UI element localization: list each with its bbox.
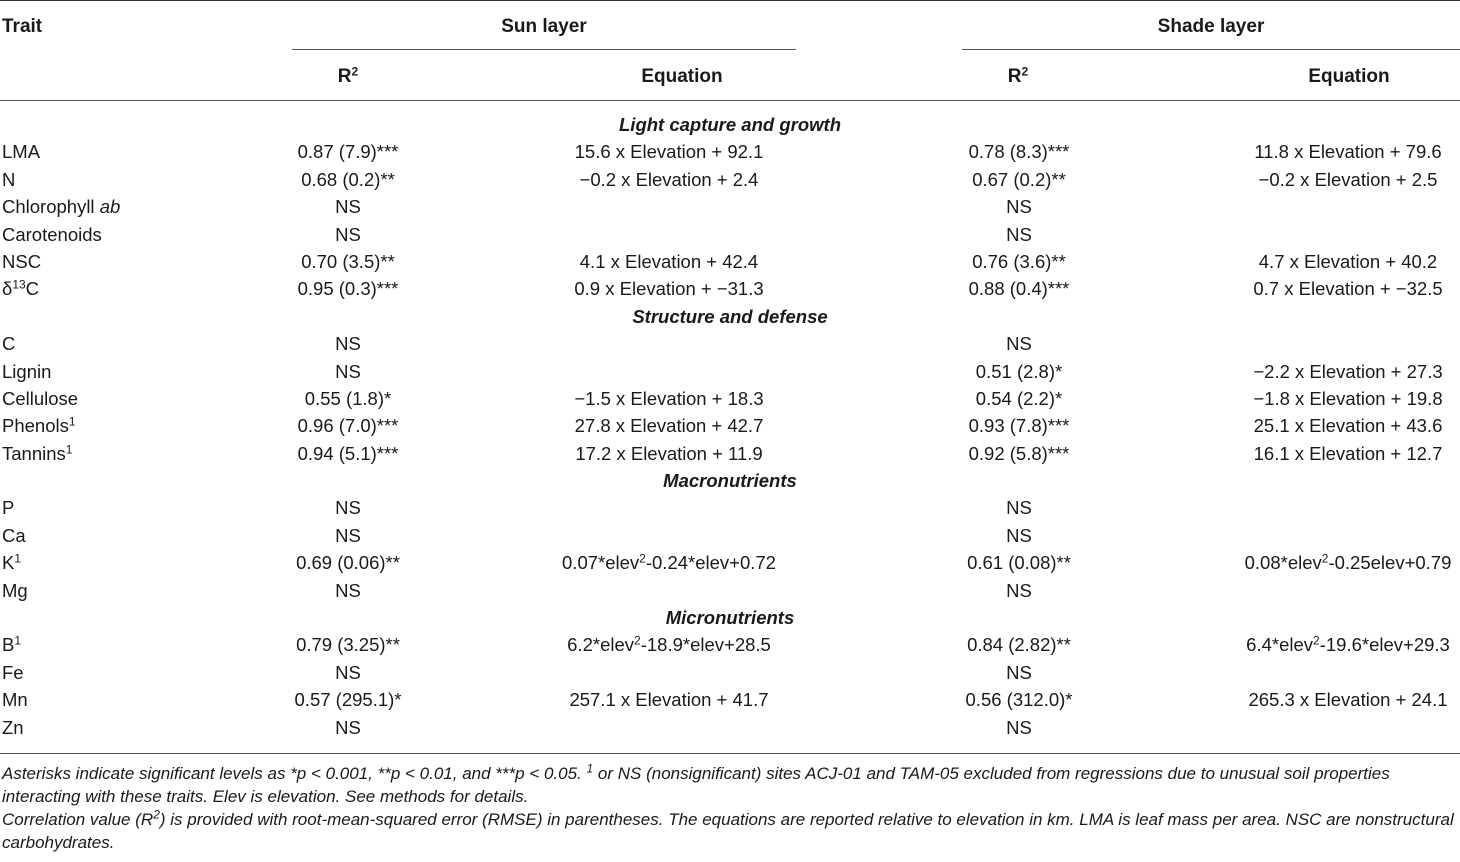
table-row [0, 549, 1460, 576]
shade-equation-text: 11.8 x Elevation + 79.6 [1254, 141, 1442, 163]
shade-equation-cell [1259, 169, 1438, 191]
table-row [0, 248, 1460, 275]
sun-equation-text: 27.8 x Elevation + 42.7 [574, 415, 764, 437]
sun-equation-rest: -0.24*elev+0.72 [645, 552, 776, 574]
table-row [0, 330, 1460, 357]
shade-equation-rest: -0.25elev+0.79 [1328, 552, 1452, 574]
shade-equation-cell [1245, 552, 1452, 574]
trait-cell [2, 141, 40, 163]
trait-cell [2, 717, 24, 739]
trait-cell [2, 361, 51, 383]
section-heading: Macronutrients [663, 470, 797, 492]
trait-name: LMA [2, 141, 41, 163]
trait-cell [2, 251, 41, 273]
shade-r2-cell: 0.84 (2.82)** [967, 634, 1071, 656]
trait-cell [2, 634, 21, 656]
trait-name: Ca [2, 524, 26, 546]
sun-r2-cell: 0.96 (7.0)*** [297, 415, 399, 437]
trait-cell [2, 333, 15, 355]
trait-cell [2, 580, 28, 602]
sun-equation-cell [575, 415, 764, 437]
trait-superscript: 1 [65, 442, 73, 457]
shade-r2-cell: 0.93 (7.8)*** [968, 415, 1070, 437]
sun-equation-cell [562, 552, 776, 574]
trait-name: K [2, 552, 15, 574]
section-heading-row [0, 111, 1460, 138]
shade-r2-cell: 0.67 (0.2)** [972, 168, 1066, 190]
shade-equation-text: 25.1 x Elevation + 43.6 [1253, 415, 1443, 437]
sun-equation-text: −0.2 x Elevation + 2.4 [579, 168, 759, 190]
shade-equation-cell [1253, 361, 1442, 383]
sun-r2-cell: 0.70 (3.5)** [301, 250, 395, 272]
trait-superscript: 13 [12, 277, 26, 292]
sun-equation-text: 4.1 x Elevation + 42.4 [579, 250, 759, 272]
header-shade-layer: Shade layer [1157, 16, 1265, 37]
sun-equation-cell [575, 443, 762, 465]
trait-name: Carotenoids [2, 223, 102, 245]
sun-layer-rule [292, 49, 796, 50]
shade-r2-cell: NS [1006, 716, 1032, 738]
section-heading: Micronutrients [665, 607, 795, 629]
table-row [0, 221, 1460, 248]
sun-r2-cell: NS [335, 196, 361, 218]
shade-equation-cell [1253, 278, 1442, 300]
table-body [0, 111, 1460, 741]
shade-r2-cell: NS [1006, 196, 1032, 218]
trait-cell [2, 662, 24, 684]
shade-r2-cell: 0.54 (2.2)* [975, 387, 1063, 409]
footnote-correlation: Correlation value $(R^2)$ is provided with root-mean-squared error (RMSE) in parentheses. The equations are reported relative to elevation in km. LMA is leaf mass per area. NSC are nonstructural carbohydrates. [2, 807, 1454, 852]
shade-equation-text: 265.3 x Elevation + 24.1 [1248, 689, 1448, 711]
sun-r2-cell: NS [335, 223, 361, 245]
table-top-rule [0, 0, 1460, 1]
trait-name: Phenols [2, 415, 69, 437]
footnote-significance: Asterisks indicate significant levels as *p < 0.001, **p < 0.01, and ***p < 0.05. $^1$ or NS (nonsignificant) sites ACJ-01 and TAM-05 excluded from regressions due to unusual soil properties interacting with these traits. Elev is elevation. See methods for details. [2, 761, 1390, 806]
trait-cell [2, 443, 72, 465]
trait-name-suffix: C [25, 278, 40, 300]
trait-name: δ [2, 278, 13, 300]
sun-r2-cell: 0.87 (7.9)*** [297, 141, 399, 163]
shade-equation-text: 0.7 x Elevation + −32.5 [1253, 278, 1443, 300]
sun-r2-cell: NS [335, 579, 361, 601]
shade-r2-cell: 0.61 (0.08)** [967, 552, 1071, 574]
shade-r2-cell: 0.51 (2.8)* [975, 360, 1063, 382]
section-heading: Structure and defense [632, 305, 828, 327]
trait-name: Chlorophyll [2, 196, 100, 218]
table-row [0, 686, 1460, 713]
sun-r2-cell: NS [335, 524, 361, 546]
trait-cell [2, 525, 26, 547]
table-row [0, 275, 1460, 302]
table-row [0, 440, 1460, 467]
trait-name: B [2, 634, 15, 656]
sun-r2-cell: NS [335, 661, 361, 683]
trait-cell [2, 388, 78, 410]
sun-r2-cell: 0.55 (1.8)* [304, 387, 392, 409]
trait-cell [2, 497, 14, 519]
sun-equation-text: 0.9 x Elevation + −31.3 [574, 278, 764, 300]
trait-name: Cellulose [2, 387, 79, 409]
sun-r2-cell: NS [335, 360, 361, 382]
shade-equation-exponent: 2 [1321, 551, 1329, 566]
trait-name: Tannins [2, 442, 66, 464]
sun-equation-text: 257.1 x Elevation + 41.7 [569, 689, 769, 711]
sun-equation-cell [580, 251, 758, 273]
sun-r2-cell: NS [335, 497, 361, 519]
table-bottom-rule [0, 753, 1460, 754]
shade-layer-rule [962, 49, 1460, 50]
sun-equation-text: 15.6 x Elevation + 92.1 [574, 141, 764, 163]
shade-r2-cell: 0.88 (0.4)*** [968, 278, 1070, 300]
sun-r2-cell: 0.95 (0.3)*** [297, 278, 399, 300]
trait-cell [2, 224, 102, 246]
shade-equation-text: 6.4*elev [1246, 634, 1314, 656]
sun-equation-cell [567, 634, 771, 656]
table-row [0, 522, 1460, 549]
trait-name: Mg [2, 579, 28, 601]
trait-cell [2, 196, 120, 218]
shade-equation-cell [1254, 443, 1443, 465]
header-shade-r2: $R^2$ [1007, 64, 1029, 87]
shade-equation-text: −2.2 x Elevation + 27.3 [1253, 360, 1443, 382]
table-row [0, 714, 1460, 741]
shade-equation-exponent: 2 [1313, 633, 1320, 648]
trait-name: Lignin [2, 360, 52, 382]
section-heading-row [0, 303, 1460, 330]
table-row [0, 577, 1460, 604]
shade-r2-cell: 0.76 (3.6)** [972, 250, 1066, 272]
shade-r2-cell: NS [1006, 661, 1032, 683]
sun-r2-cell: 0.94 (5.1)*** [297, 442, 399, 464]
sun-equation-exponent: 2 [634, 633, 641, 648]
sun-equation-cell [575, 141, 764, 163]
table-row [0, 358, 1460, 385]
shade-equation-text: 16.1 x Elevation + 12.7 [1253, 442, 1443, 464]
sun-equation-text: 17.2 x Elevation + 11.9 [575, 442, 763, 464]
shade-equation-cell [1254, 415, 1443, 437]
table-row [0, 494, 1460, 521]
shade-equation-cell [1248, 689, 1447, 711]
sun-equation-exponent: 2 [639, 551, 646, 566]
trait-cell [2, 689, 28, 711]
sun-equation-text: 0.07*elev [562, 552, 640, 574]
table-row [0, 138, 1460, 165]
table-footnotes [2, 762, 1458, 854]
sun-r2-cell: NS [335, 333, 361, 355]
table-row [0, 166, 1460, 193]
section-heading-row [0, 604, 1460, 631]
shade-equation-text: −1.8 x Elevation + 19.8 [1253, 387, 1443, 409]
table-row [0, 193, 1460, 220]
shade-equation-rest: -19.6*elev+29.3 [1319, 634, 1450, 656]
shade-equation-text: 4.7 x Elevation + 40.2 [1258, 250, 1438, 272]
sun-equation-text: 6.2*elev [567, 634, 635, 656]
trait-name: Fe [2, 661, 24, 683]
sun-equation-cell [569, 689, 768, 711]
shade-r2-cell: NS [1006, 579, 1032, 601]
trait-superscript: 1 [68, 414, 76, 429]
trait-superscript: 1 [14, 633, 22, 648]
sun-r2-cell: 0.69 (0.06)** [296, 552, 400, 574]
sun-equation-text: −1.5 x Elevation + 18.3 [574, 387, 764, 409]
header-sun-equation: Equation [641, 66, 723, 87]
shade-r2-cell: 0.92 (5.8)*** [968, 442, 1070, 464]
trait-name: NSC [2, 250, 42, 272]
trait-name: P [2, 497, 15, 519]
shade-equation-cell [1259, 251, 1437, 273]
trait-name: C [2, 333, 16, 355]
trait-name-italic: ab [99, 196, 121, 218]
sun-r2-cell: NS [335, 716, 361, 738]
trait-cell [2, 552, 21, 574]
table-row [0, 631, 1460, 658]
header-sun-r2: $R^2$ [337, 64, 359, 87]
table-row [0, 385, 1460, 412]
shade-r2-cell: 0.56 (312.0)* [965, 689, 1073, 711]
shade-equation-cell [1246, 634, 1450, 656]
shade-equation-text: 0.08*elev [1244, 552, 1322, 574]
sun-r2-cell: 0.57 (295.1)* [294, 689, 402, 711]
sun-r2-cell: 0.68 (0.2)** [301, 168, 395, 190]
section-heading-row [0, 467, 1460, 494]
table-row [0, 659, 1460, 686]
sun-r2-cell: 0.79 (3.25)** [296, 634, 400, 656]
trait-cell [2, 415, 76, 437]
trait-name: Zn [2, 716, 24, 738]
sun-equation-cell [574, 388, 763, 410]
trait-name: N [2, 168, 16, 190]
header-shade-equation: Equation [1308, 66, 1390, 87]
sun-equation-cell [580, 169, 759, 191]
shade-equation-cell [1254, 141, 1441, 163]
section-heading: Light capture and growth [619, 114, 841, 135]
trait-superscript: 1 [14, 551, 22, 566]
trait-cell [2, 169, 15, 191]
shade-equation-text: −0.2 x Elevation + 2.5 [1258, 168, 1438, 190]
shade-r2-cell: NS [1006, 497, 1032, 519]
header-sun-layer: Sun layer [501, 16, 587, 37]
table-row [0, 412, 1460, 439]
shade-r2-cell: NS [1006, 524, 1032, 546]
trait-name: Mn [2, 689, 28, 711]
header-trait: Trait [2, 16, 43, 37]
shade-r2-cell: NS [1006, 333, 1032, 355]
shade-equation-cell [1253, 388, 1442, 410]
shade-r2-cell: NS [1006, 223, 1032, 245]
header-bottom-rule [0, 100, 1460, 101]
trait-cell [2, 278, 39, 300]
sun-equation-rest: -18.9*elev+28.5 [640, 634, 771, 656]
shade-r2-cell: 0.78 (8.3)*** [968, 141, 1070, 163]
sun-equation-cell [574, 278, 763, 300]
